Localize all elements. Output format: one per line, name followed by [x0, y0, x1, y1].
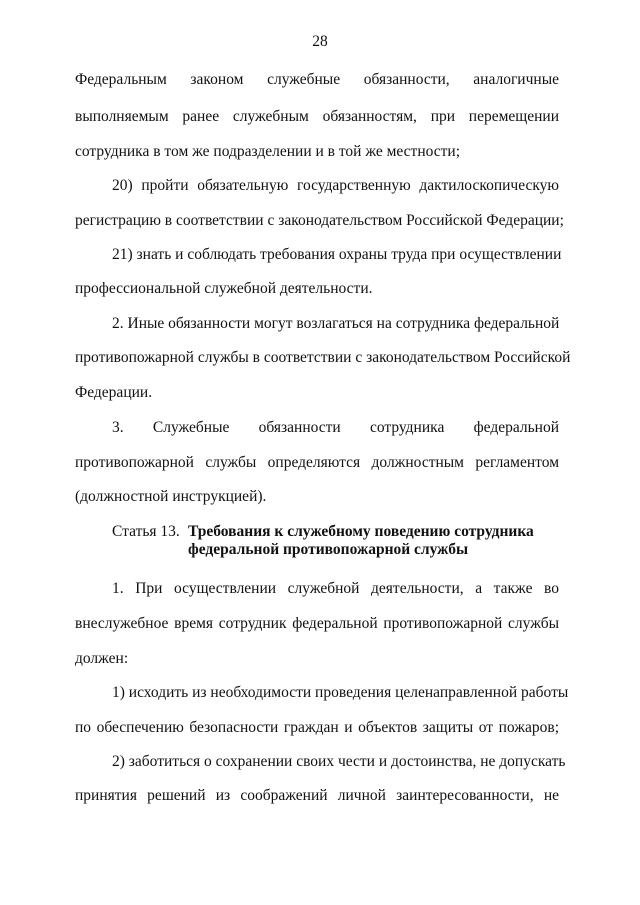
page-number: 28: [312, 33, 328, 50]
text-line: должен:: [75, 650, 129, 667]
text-line: 1) исходить из необходимости проведения целенаправленной работы: [112, 684, 569, 701]
text-line: регистрацию в соответствии с законодательством Российской Федерации;: [75, 212, 564, 229]
text-line: 2) заботиться о сохранении своих чести и достоинства, не допускать: [112, 753, 566, 770]
text-line: по обеспечению безопасности граждан и объектов защиты от пожаров;: [75, 719, 559, 736]
text-line: выполняемым ранее служебным обязанностям, при перемещении: [75, 108, 559, 125]
text-line: 20) пройти обязательную государственную дактилоскопическую: [112, 177, 559, 194]
article-title-line: федеральной противопожарной службы: [188, 541, 469, 558]
text-line: противопожарной службы определяются должностным регламентом: [75, 454, 559, 471]
text-line: Федеральным законом служебные обязанности, аналогичные: [75, 71, 559, 88]
text-line: 2. Иные обязанности могут возлагаться на сотрудника федеральной: [112, 315, 560, 332]
text-line: 21) знать и соблюдать требования охраны труда при осуществлении: [112, 246, 562, 263]
article-title-line: Требования к служебному поведению сотрудника: [188, 523, 534, 540]
text-line: 1. При осуществлении служебной деятельности, а также во: [112, 580, 559, 597]
article-number: Статья 13.: [112, 523, 180, 540]
text-line: сотрудника в том же подразделении и в той же местности;: [75, 143, 461, 160]
text-line: (должностной инструкцией).: [75, 488, 267, 505]
text-line: профессиональной служебной деятельности.: [75, 280, 373, 297]
text-line: принятия решений из соображений личной заинтересованности, не: [75, 787, 559, 804]
text-line: внеслужебное время сотрудник федеральной противопожарной службы: [75, 615, 559, 632]
text-line: противопожарной службы в соответствии с законодательством Российской: [75, 349, 571, 366]
text-line: 3. Служебные обязанности сотрудника федеральной: [112, 419, 559, 436]
text-line: Федерации.: [75, 384, 153, 401]
